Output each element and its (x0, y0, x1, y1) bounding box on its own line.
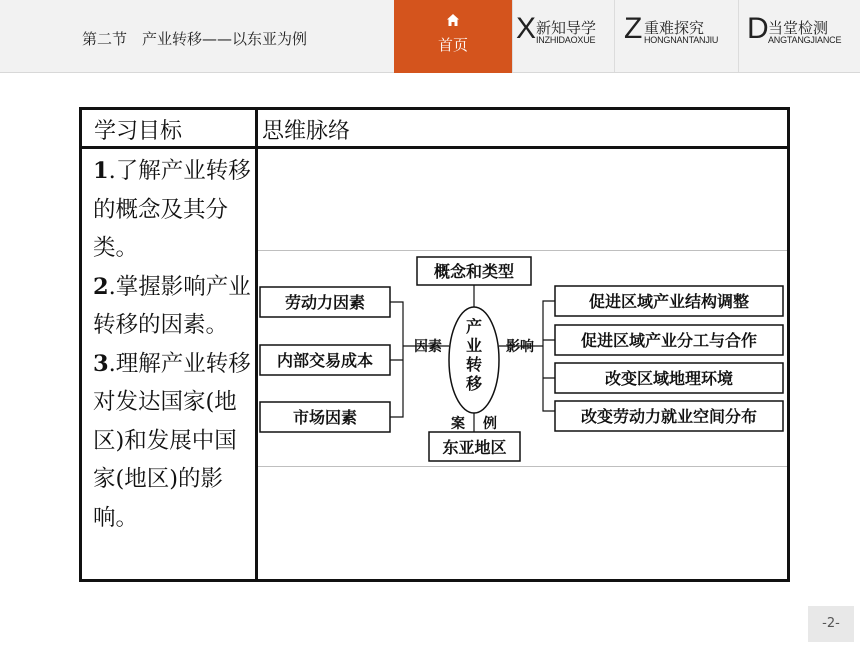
objectives-list (93, 152, 253, 537)
factor-box-text: 内部交易成本 (276, 351, 374, 370)
factor-box-text: 市场因素 (292, 408, 358, 427)
nav-tab-letter: Z (624, 12, 643, 45)
nav-tab-pinyin: ANGTANGJIANCE (768, 35, 842, 45)
influence-box-text: 改变区域地理环境 (604, 369, 734, 388)
case-label: 案 (451, 416, 465, 432)
case-box-text: 东亚地区 (442, 438, 507, 457)
objective-number: 1 (93, 158, 109, 184)
objective-number: 2 (93, 273, 109, 300)
mind-map-header: 思维脉络 (262, 119, 351, 144)
objective-text: .理解产业转移对发达国家(地区)和发展中国家(地区)的影响。 (93, 350, 251, 531)
objective-item (93, 158, 251, 261)
center-char: 移 (465, 374, 483, 393)
nav-tab-pinyin: HONGNANTANJIU (644, 35, 719, 45)
center-char: 产 (465, 317, 483, 336)
page-number: -2- (808, 606, 854, 642)
home-icon (446, 13, 460, 27)
home-label: 首页 (437, 36, 468, 54)
objective-number: 3 (93, 350, 109, 377)
nav-tab-label: 重难探究 (644, 19, 705, 37)
case-label: 例 (483, 416, 497, 432)
influence-box-text: 促进区域产业分工与合作 (580, 331, 758, 350)
top-bar (0, 0, 860, 73)
nav-tab-xinzhi[interactable] (512, 0, 615, 72)
factors-label: 因素 (414, 339, 442, 355)
learning-goals-header: 学习目标 (94, 119, 183, 144)
influence-box-text: 改变劳动力就业空间分布 (580, 407, 758, 426)
lesson-title: 第二节 产业转移——以东亚为例 (82, 30, 308, 48)
factors-bracket (390, 302, 403, 417)
nav-tab-zhongnan[interactable] (614, 0, 739, 72)
center-char: 业 (465, 336, 483, 355)
center-char: 转 (465, 355, 483, 374)
nav-tab-label: 当堂检测 (768, 19, 829, 37)
influence-box-text: 促进区域产业结构调整 (588, 292, 750, 311)
header-divider (79, 146, 790, 149)
objective-item (93, 274, 251, 339)
nav-tab-label: 新知导学 (536, 19, 597, 37)
factor-box-text: 劳动力因素 (284, 293, 366, 312)
concept-box-text: 概念和类型 (433, 262, 515, 281)
influence-bracket (543, 301, 555, 411)
home-button[interactable] (394, 0, 512, 73)
nav-tab-pinyin: INZHIDAOXUE (536, 35, 596, 45)
nav-tab-letter: D (747, 12, 769, 45)
influence-label: 影响 (506, 339, 534, 355)
nav-tab-letter: X (516, 12, 537, 45)
nav-tab-dangtang[interactable] (738, 0, 860, 72)
concept-map (258, 250, 787, 467)
objective-text: .掌握影响产业转移的因素。 (93, 273, 251, 338)
objective-text: .了解产业转移的概念及其分类。 (93, 158, 251, 261)
objective-item (93, 351, 251, 531)
